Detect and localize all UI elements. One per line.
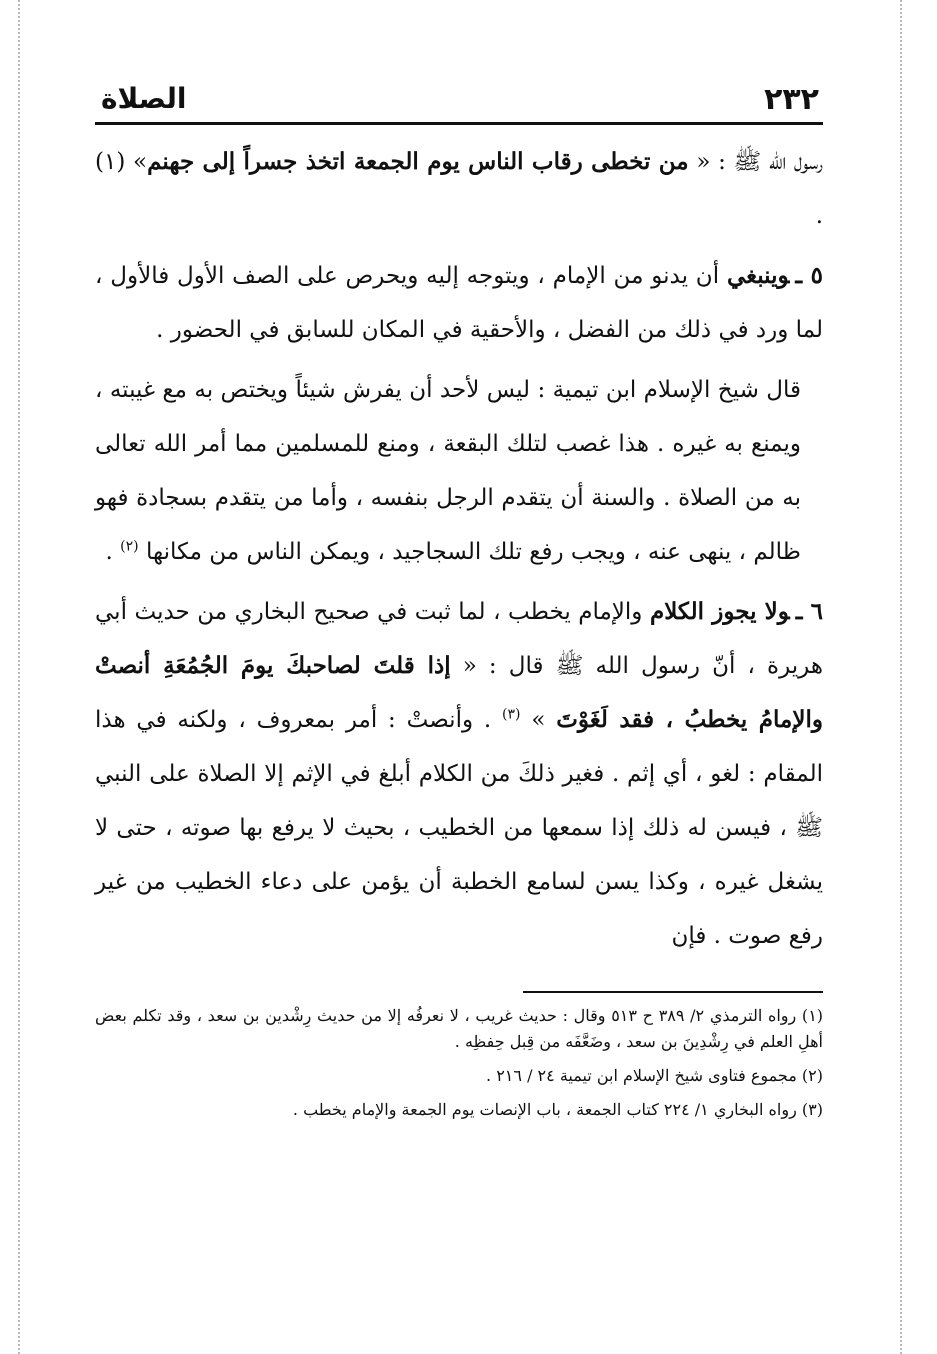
footnote-ref-1: » (١) .	[95, 149, 823, 229]
paragraph-item-6	[95, 585, 823, 963]
quote-close: »	[531, 707, 546, 733]
paragraph-item-5	[95, 249, 823, 357]
page-body	[95, 135, 823, 963]
left-margin-dots	[18, 0, 20, 1354]
item-number-5: ٥ ـ	[795, 262, 824, 289]
item-heading-6: ولا يجوز الكلام	[649, 598, 790, 625]
paragraph-ibn-taymiyyah	[95, 363, 823, 579]
page-number: ٢٣٢	[764, 82, 819, 117]
right-margin-dots	[900, 0, 902, 1354]
quote-end: .	[105, 539, 121, 565]
page-header	[95, 78, 823, 125]
item-heading-5: وينبغي	[726, 262, 790, 289]
item-number-6: ٦ ـ	[795, 598, 823, 625]
footnote-2: (٢) مجموع فتاوى شيخ الإسلام ابن تيمية ٢٤ / ٢١٦ .	[486, 1066, 823, 1085]
item-text-5: أن يدنو من الإمام ، ويتوجه إليه ويحرص على الصف الأول فالأول ، لما ورد في ذلك من الفضل ، والأحقية في المكان للسابق في الحضور .	[95, 263, 823, 343]
paragraph-lead: رسول الله ﷺ : «	[696, 149, 823, 175]
paragraph-hadith-stepping-over	[95, 135, 823, 243]
footnote-ref-2: (٢)	[120, 538, 139, 555]
book-page	[95, 78, 823, 1308]
chapter-title: الصلاة	[101, 82, 187, 115]
item-text-6b: . وأنصتْ : أمر بمعروف ، ولكنه في هذا المقام : لغو ، أي إثم . فغير ذلكَ من الكلام أبلغ في الإثم إلا الصلاة على النبي ﷺ ، فيسن له ذلك إذا سمعها من الخطيب ، بحيث لا يرفع بها صوته ، حتى لا يشغل غيره ، وكذا يسن لسامع الخطبة أن يؤمن على دعاء الخطيب من غير رفع صوت . فإن	[95, 707, 823, 949]
footnote-1: (١) رواه الترمذي ٢/ ٣٨٩ ح ٥١٣ وقال : حديث غريب ، لا نعرفُه إلا من حديث رِشْدين بن سعد ، وقد تكلم بعض أهلِ العلم في رِشْدِينَ بن سعد ، وضَعَّفَه من قِبل حِفظِه .	[95, 1006, 824, 1051]
hadith-quote: من تخطى رقاب الناس يوم الجمعة اتخذ جسراً إلى جهنم	[147, 148, 689, 175]
quote-text: قال شيخ الإسلام ابن تيمية : ليس لأحد أن يفرش شيئاً ويختص به مع غيبته ، ويمنع به غيره . هذا غصب لتلك البقعة ، ومنع للمسلمين مما أمر الله تعالى به من الصلاة . والسنة أن يتقدم الرجل بنفسه ، وأما من يتقدم بسجادة فهو ظالم ، ينهى عنه ، ويجب رفع تلك السجاجيد ، ويمكن الناس من مكانها	[95, 377, 801, 565]
footnote-ref-3: (٣)	[502, 706, 521, 723]
footnote-separator	[523, 991, 823, 993]
footnote-3: (٣) رواه البخاري ١/ ٢٢٤ كتاب الجمعة ، باب الإنصات يوم الجمعة والإمام يخطب .	[292, 1100, 823, 1119]
hadith-quote-silence: إذا قلتَ لصاحبكَ يومَ الجُمُعَةِ أنصتْ والإمامُ يخطبُ ، فقد لَغَوْتَ	[95, 652, 823, 733]
item-text-6a: والإمام يخطب ، لما ثبت في صحيح البخاري من حديث أبي هريرة ، أنّ رسول الله ﷺ قال : «	[95, 599, 823, 679]
footnotes	[95, 1003, 823, 1123]
